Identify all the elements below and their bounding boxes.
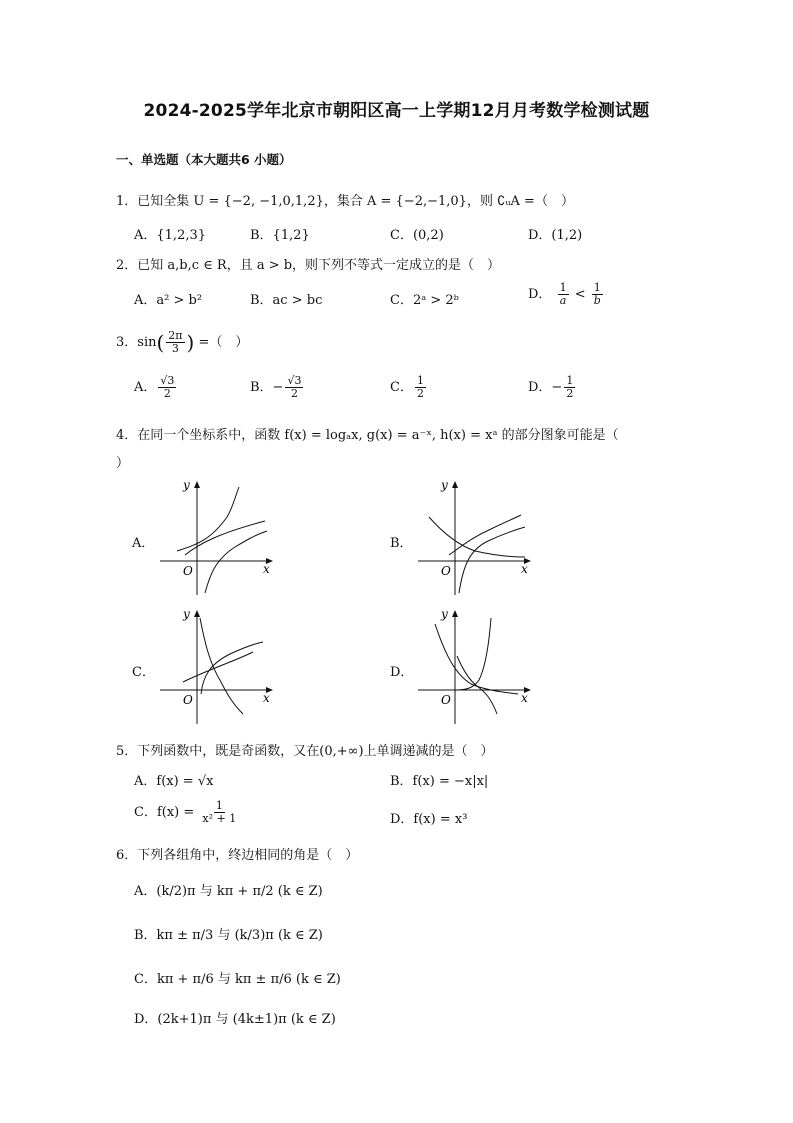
y-axis-label: y — [441, 478, 448, 492]
question-4-stem: 4．在同一个坐标系中，函数 f(x) = logₐx, g(x) = a⁻ˣ, h(x) = xᵃ 的部分图象可能是（ — [116, 428, 619, 443]
curve-exponential — [200, 618, 243, 714]
x-axis-label: x — [263, 562, 270, 576]
curve-logarithm — [205, 531, 267, 593]
curve-power — [449, 515, 521, 555]
q3-option-b: B．− $\frac{√3}{2}$ — [250, 374, 302, 401]
x-axis-label: x — [521, 562, 528, 576]
question-1-stem: 1．已知全集 U = {−2, −1,0,1,2}，集合 A = {−2,−1,0}，则 ∁ᵤA =（ ） — [116, 194, 574, 209]
q4-graph-d-label: D． — [390, 665, 414, 680]
origin-label: O — [441, 564, 451, 578]
q5-option-c: C．f(x) = $\frac{1}{\text{x² + 1}}$ — [134, 799, 237, 826]
q2-option-d — [528, 282, 605, 307]
origin-label: O — [183, 564, 193, 578]
q5-option-a: A．f(x) = √x — [134, 774, 214, 789]
q6-option-c: C．kπ + π/6 与 kπ ± π/6 (k ∈ Z) — [134, 972, 341, 987]
y-axis-label: y — [183, 607, 190, 621]
y-axis-arrow — [194, 610, 200, 617]
q3-option-c: C． $\frac{1}{2}$ — [390, 374, 424, 401]
question-5-stem: 5．下列函数中，既是奇函数，又在(0,+∞)上单调递减的是（ ） — [116, 744, 494, 759]
q5-option-d: D．f(x) = x³ — [390, 812, 468, 827]
q2-option-d-relation: < — [574, 287, 586, 303]
y-axis-arrow — [452, 481, 458, 488]
origin-label: O — [441, 693, 451, 707]
y-axis-arrow — [194, 481, 200, 488]
q1-option-c: C．(0,2) — [390, 228, 444, 243]
question-3-stem: 3．sin( $\frac{2\pi}{3}$ ) =（ ） — [116, 329, 249, 356]
q2-option-d-letter: D． — [528, 287, 552, 303]
curve-logarithm — [201, 642, 263, 694]
section-heading: 一、单选题（本大题共6 小题） — [116, 152, 292, 167]
curve-power — [457, 618, 491, 690]
q4-graph-a — [155, 475, 280, 600]
q5-option-c-fraction: $\frac{1}{\text{x² + 1}}$ — [202, 799, 237, 826]
question-6-stem: 6．下列各组角中，终边相同的角是（ ） — [116, 848, 359, 863]
curve-logarithm — [459, 527, 525, 593]
y-axis-label: y — [441, 607, 448, 621]
q1-option-b: B．{1,2} — [250, 228, 310, 243]
q6-option-a: A．(k/2)π 与 kπ + π/2 (k ∈ Z) — [134, 884, 323, 899]
x-axis-label: x — [263, 691, 270, 705]
q1-option-d: D．(1,2) — [528, 228, 583, 243]
curve-logarithm — [457, 656, 497, 714]
question-4-stem-continued: ） — [116, 456, 130, 471]
page-title: 2024-2025学年北京市朝阳区高一上学期12月月考数学检测试题 — [143, 101, 650, 121]
q3-option-a: A． $\frac{√3}{2}$ — [134, 374, 175, 401]
q3-option-d: D．− $\frac{1}{2}$ — [528, 374, 574, 401]
q4-graph-c — [155, 604, 280, 729]
curve-exponential — [429, 517, 525, 557]
q4-graph-a-label: A． — [132, 536, 155, 551]
q2-option-c: C．2ᵃ > 2ᵇ — [390, 293, 459, 308]
y-axis-arrow — [452, 610, 458, 617]
q5-option-b: B．f(x) = −x|x| — [390, 774, 489, 789]
q6-option-d: D．(2k+1)π 与 (4k±1)π (k ∈ Z) — [134, 1012, 336, 1027]
q4-graph-d — [413, 604, 538, 729]
q1-option-a: A．{1,2,3} — [134, 228, 207, 243]
q3-stem-fraction: $\frac{2\pi}{3}$ — [168, 329, 183, 356]
q4-graph-b-label: B． — [390, 536, 413, 551]
x-axis-label: x — [521, 691, 528, 705]
origin-label: O — [183, 693, 193, 707]
q2-option-a: A．a² > b² — [134, 293, 203, 308]
q6-option-b: B．kπ ± π/3 与 (k/3)π (k ∈ Z) — [134, 928, 323, 943]
question-2-stem: 2．已知 a,b,c ∈ R，且 a > b，则下列不等式一定成立的是（ ） — [116, 258, 501, 273]
q4-graph-b — [413, 475, 538, 600]
q2-option-d-fraction-2: $\frac{1}{b}$ — [593, 281, 601, 308]
q2-option-b: B．ac > bc — [250, 293, 323, 308]
y-axis-label: y — [183, 478, 190, 492]
q4-graph-c-label: C． — [132, 665, 155, 680]
curve-exponential — [177, 487, 239, 551]
q2-option-d-fraction-1: $\frac{1}{a}$ — [559, 281, 567, 308]
